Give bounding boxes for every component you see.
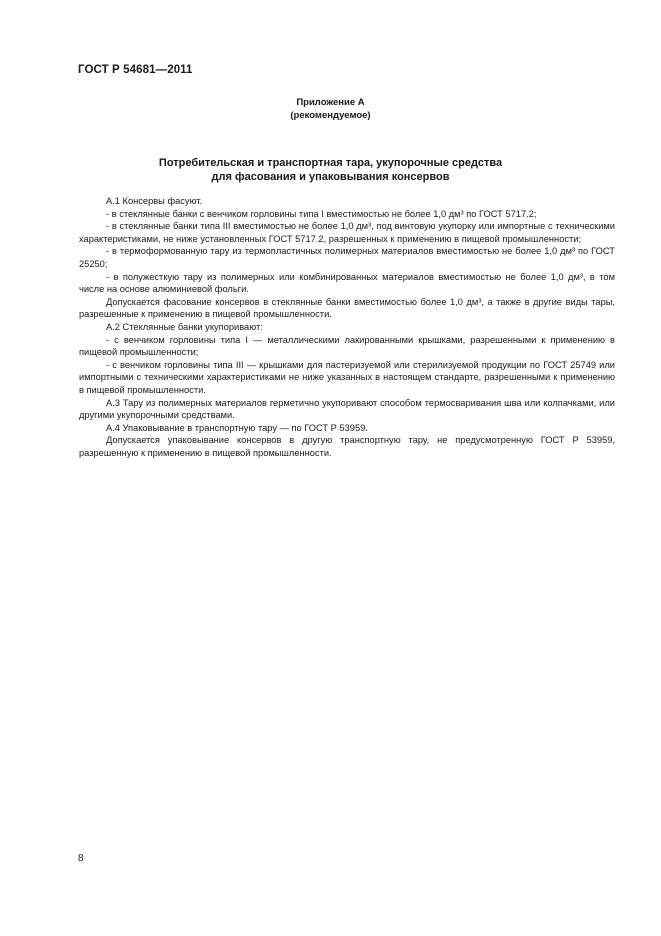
paragraph-a2: А.2 Стеклянные банки укупоривают: [106, 321, 263, 332]
page-number: 8 [78, 853, 84, 864]
list-item-thermoformed: - в термоформованную тару из термопластичных полимерных материалов вместимостью не более 1,0 дм³ по ГОСТ 25250; [79, 246, 615, 269]
list-item-closure-type-1: - с венчиком горловины типа I — металлическими лакированными крышками, разрешенными к применению в пищевой промышленности; [79, 334, 615, 358]
paragraph-allowed-packing: Допускается упаковывание консервов в другую транспортную тару, не предусмотренную ГОСТ Р 53959, разрешенную к применению в пищевой промышленности. [79, 435, 615, 458]
annex-status: (рекомендуемое) [290, 110, 371, 121]
paragraph-a3: А.3 Тару из полимерных материалов герметично укупоривают способом термосваривания шва или колпачками, или другими укупорочными средствами. [79, 397, 615, 421]
list-item-glass-type-1: - в стеклянные банки с венчиком горловины типа I вместимостью не более 1,0 дм³ по ГОСТ 5717.2; [106, 208, 537, 219]
list-item-semirigid: - в полужесткую тару из полимерных или комбинированных материалов вместимостью не более 1,0 дм³, в том числе на основе алюминиевой фольги. [79, 271, 615, 295]
section-title-line-1: Потребительская и транспортная тара, укупорочные средства [158, 157, 503, 169]
paragraph-a4: А.4 Упаковывание в транспортную тару — по ГОСТ Р 53959. [106, 422, 368, 433]
section-title-line-2: для фасования и упаковывания консервов [211, 171, 450, 183]
paragraph-allowed-filling: Допускается фасование консервов в стеклянные банки вместимостью более 1,0 дм³, а также в другие виды тары, разрешенные к применению в пищевой промышленности. [79, 296, 615, 320]
list-item-glass-type-3: - в стеклянные банки типа III вместимостью не более 1,0 дм³, под винтовую укупорку или импортные с техническими характеристиками, не ниже установленных ГОСТ 5717.2, разрешенных к применению в пищевой промышленности; [79, 221, 615, 244]
document-body [79, 195, 615, 459]
list-item-closure-type-3: - с венчиком горловины типа III — крышками для пастеризуемой или стерилизуемой продукции по ГОСТ 25749 или импортными с техническими характеристиками не ниже указанных в настоящем стандарте, разрешенными к применению в пищевой промышленности. [79, 359, 615, 395]
annex-title: Приложение А [296, 97, 365, 108]
document-code-header: ГОСТ Р 54681—2011 [78, 64, 193, 76]
paragraph-a1: А.1 Консервы фасуют. [106, 196, 203, 206]
